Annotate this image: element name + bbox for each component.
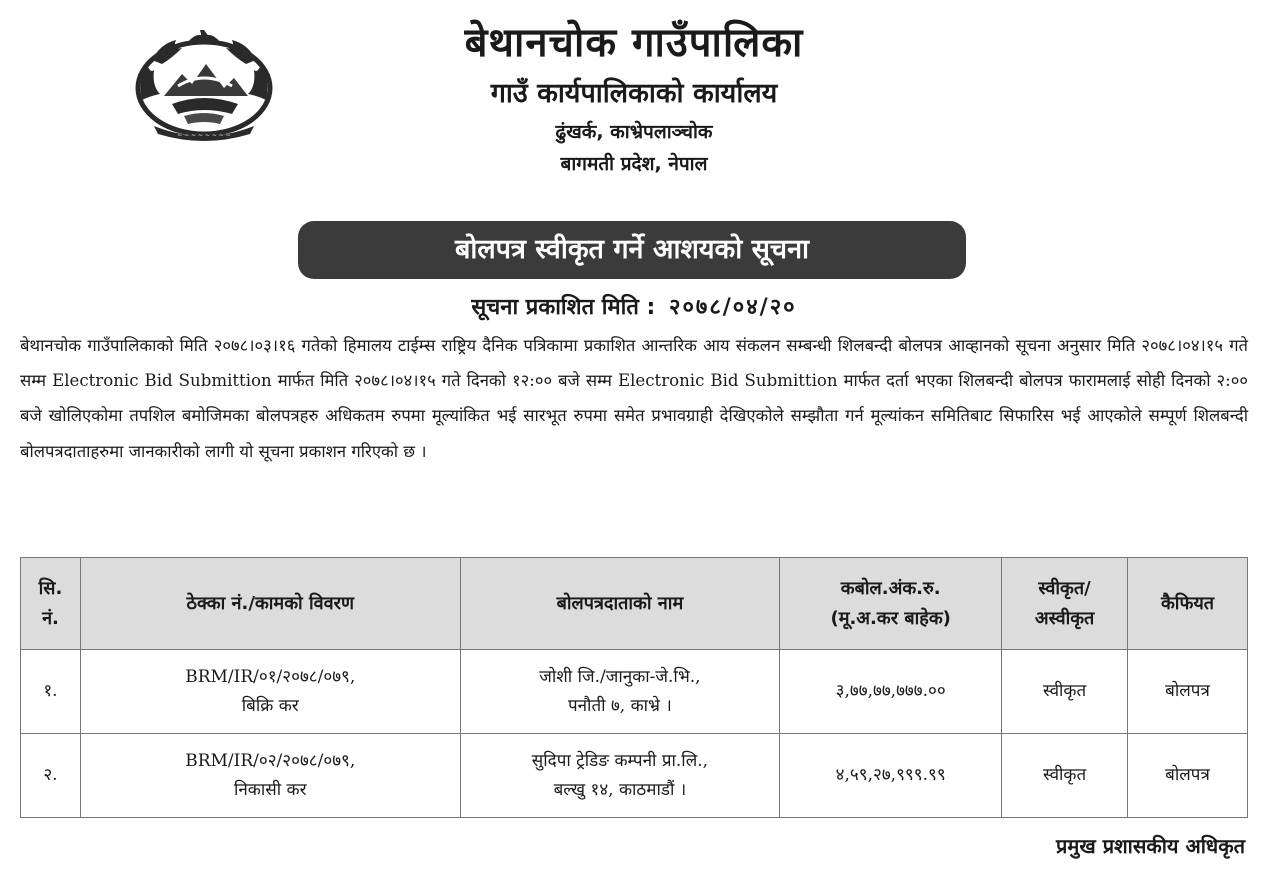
cell-bidder: जोशी जि./जानुका-जे.भि., पनौती ७, काभ्रे । — [460, 650, 780, 734]
header-amount: कबोल.अंक.रु. (मू.अ.कर बाहेक) — [780, 558, 1002, 650]
notice-body: बेथानचोक गाउँपालिकाको मिति २०७८।०३।१६ गतेको हिमालय टाईम्स राष्ट्रिय दैनिक पत्रिकामा प्रकाशित आन्तरिक आय संकलन सम्बन्धी शिलबन्दी बोलपत्र आव्हानको सूचना अनुसार मिति २०७८।०४।१५ गते सम्म Electronic Bid Submittion मार्फत मिति २०७८।०४।१५ गते दिनको १२:०० बजे सम्म Electronic Bid Submittion मार्फत दर्ता भएका शिलबन्दी बोलपत्र फारामलाई सोही दिनको २:०० बजे खोलिएकोमा तपशिल बमोजिमका बोलपत्रहरु अधिकतम रुपमा मूल्यांकित भई सारभूत रुपमा समेत प्रभावग्राही देखिएकोले सम्झौता गर्न मूल्यांकन समितिबाट सिफारिस भई आएकोले सम्पूर्ण शिलबन्दी बोलपत्रदाताहरुमा जानकारीको लागी यो सूचना प्रकाशन गरिएको छ । — [20, 336, 1248, 461]
address-line-2: बागमती प्रदेश, नेपाल — [560, 153, 708, 175]
publish-date-label: सूचना प्रकाशित मिति : — [471, 295, 656, 320]
cell-remarks: बोलपत्र — [1128, 734, 1248, 818]
header-contract: ठेक्का नं./कामको विवरण — [80, 558, 460, 650]
notice-title-banner: बोलपत्र स्वीकृत गर्ने आशयको सूचना — [298, 221, 966, 279]
signatory-title: प्रमुख प्रशासकीय अधिकृत — [1056, 834, 1245, 858]
header-remarks: कैफियत — [1128, 558, 1248, 650]
svg-text:~ ~ ~ ~ ~ ~ ~ ~: ~ ~ ~ ~ ~ ~ ~ ~ — [177, 132, 231, 139]
header-sn: सि. नं. — [21, 558, 81, 650]
office-subtitle: गाउँ कार्यपालिकाको कार्यालय — [490, 78, 778, 109]
table-header-row — [21, 558, 1248, 650]
publish-date-line — [300, 290, 968, 326]
cell-contract: BRM/IR/०२/२०७८/०७९, निकासी कर — [80, 734, 460, 818]
nepal-government-emblem-icon — [132, 30, 276, 142]
cell-contract: BRM/IR/०१/२०७८/०७९, बिक्रि कर — [80, 650, 460, 734]
header-bidder: बोलपत्रदाताको नाम — [460, 558, 780, 650]
municipality-title: बेथानचोक गाउँपालिका — [464, 20, 804, 66]
publish-date-value: २०७८/०४/२० — [669, 295, 797, 320]
bid-results-table — [20, 557, 1248, 818]
header-status: स्वीकृत/ अस्वीकृत — [1002, 558, 1128, 650]
address-line-1: ढुंखर्क, काभ्रेपलाञ्चोक — [555, 121, 713, 143]
cell-remarks: बोलपत्र — [1128, 650, 1248, 734]
cell-amount: ३,७७,७७,७७७.०० — [780, 650, 1002, 734]
cell-status: स्वीकृत — [1002, 650, 1128, 734]
cell-status: स्वीकृत — [1002, 734, 1128, 818]
table-row — [21, 650, 1248, 734]
cell-sn: १. — [21, 650, 81, 734]
cell-amount: ४,५९,२७,९९९.९९ — [780, 734, 1002, 818]
cell-sn: २. — [21, 734, 81, 818]
letterhead — [300, 14, 968, 180]
table-row — [21, 734, 1248, 818]
cell-bidder: सुदिपा ट्रेडिङ कम्पनी प्रा.लि., बल्खु १४, काठमाडौं । — [460, 734, 780, 818]
